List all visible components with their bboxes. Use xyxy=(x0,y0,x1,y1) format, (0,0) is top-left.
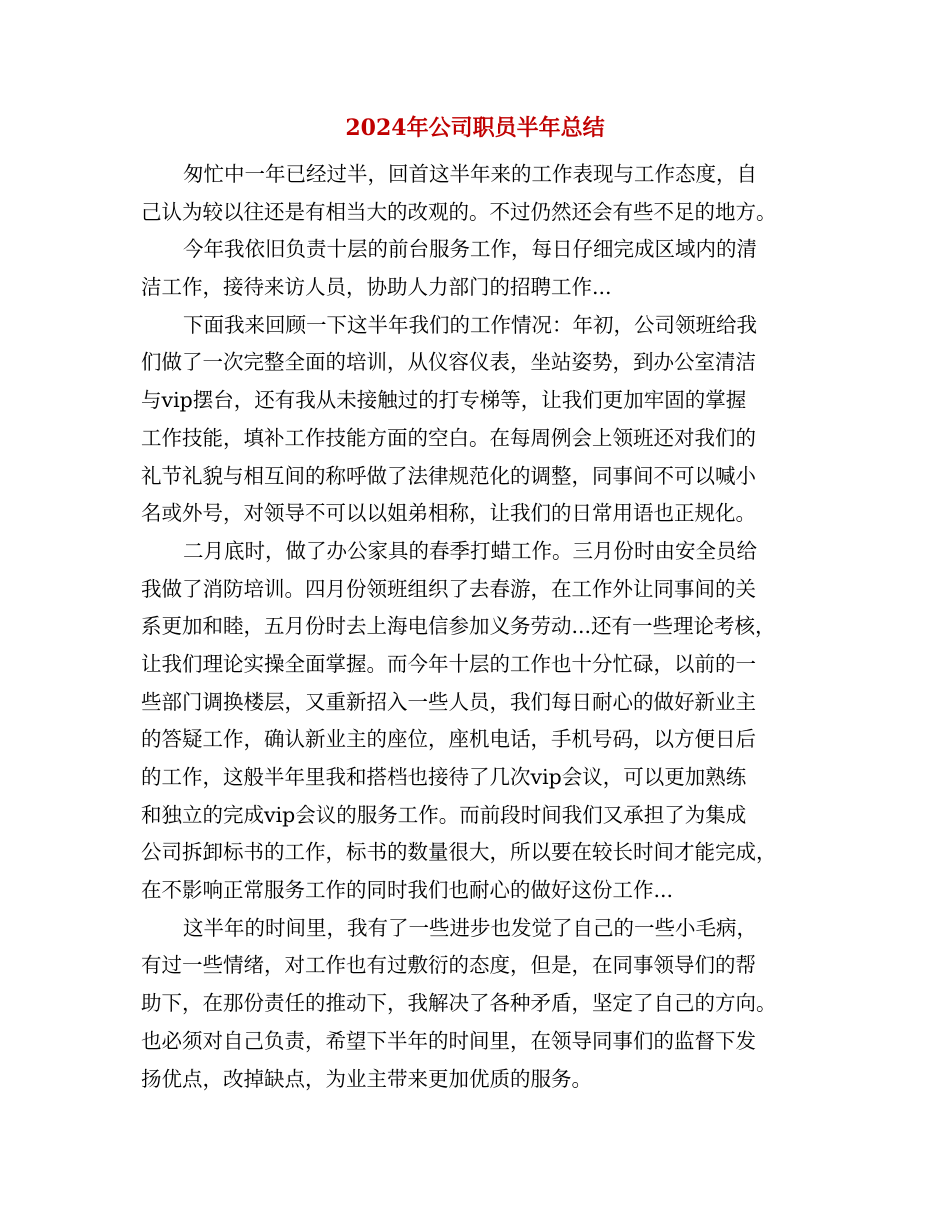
paragraph-4-line-4: 让我们理论实操全面掌握。而今年十层的工作也十分忙碌，以前的一 xyxy=(141,651,756,676)
paragraph-4-line-8: 和独立的完成vip会议的服务工作。而前段时间我们又承担了为集成 xyxy=(141,802,747,827)
paragraph-4-line-10: 在不影响正常服务工作的同时我们也耐心的做好这份工作... xyxy=(141,878,674,903)
paragraph-5-line-1: 这半年的时间里，我有了一些进步也发觉了自己的一些小毛病， xyxy=(183,915,757,940)
paragraph-3-line-1: 下面我来回顾一下这半年我们的工作情况：年初，公司领班给我 xyxy=(183,312,757,337)
paragraph-3-line-6: 名或外号，对领导不可以以姐弟相称，让我们的日常用语也正规化。 xyxy=(141,501,756,526)
paragraph-4-line-3: 系更加和睦，五月份时去上海电信参加义务劳动...还有一些理论考核， xyxy=(141,614,776,639)
paragraph-1-line-2: 己认为较以往还是有相当大的改观的。不过仍然还会有些不足的地方。 xyxy=(141,199,777,224)
paragraph-3-line-2: 们做了一次完整全面的培训，从仪容仪表，坐站姿势，到办公室清洁 xyxy=(141,350,756,375)
paragraph-3-line-5: 礼节礼貌与相互间的称呼做了法律规范化的调整，同事间不可以喊小 xyxy=(141,463,756,488)
paragraph-4-line-2: 我做了消防培训。四月份领班组织了去春游，在工作外让同事间的关 xyxy=(141,576,756,601)
paragraph-4-line-5: 些部门调换楼层，又重新招入一些人员，我们每日耐心的做好新业主 xyxy=(141,689,756,714)
paragraph-5-line-2: 有过一些情绪，对工作也有过敷衍的态度，但是，在同事领导们的帮 xyxy=(141,953,756,978)
paragraph-3-line-3: 与vip摆台，还有我从未接触过的打专梯等，让我们更加牢固的掌握 xyxy=(141,388,747,413)
document-body xyxy=(141,156,821,1098)
paragraph-4-line-6: 的答疑工作，确认新业主的座位，座机电话，手机号码，以方便日后 xyxy=(141,727,756,752)
paragraph-5-line-4: 也必须对自己负责，希望下半年的时间里，在领导同事们的监督下发 xyxy=(141,1028,756,1053)
paragraph-5-line-5: 扬优点，改掉缺点，为业主带来更加优质的服务。 xyxy=(141,1066,592,1091)
paragraph-3-line-4: 工作技能，填补工作技能方面的空白。在每周例会上领班还对我们的 xyxy=(141,425,756,450)
paragraph-2-line-2: 洁工作，接待来访人员，协助人力部门的招聘工作... xyxy=(141,275,612,300)
paragraph-1-line-1: 匆忙中一年已经过半，回首这半年来的工作表现与工作态度，自 xyxy=(183,162,757,186)
paragraph-4-line-9: 公司拆卸标书的工作，标书的数量很大，所以要在较长时间才能完成， xyxy=(141,840,777,865)
document-title: 2024年公司职员半年总结 xyxy=(345,115,605,141)
paragraph-2-line-1: 今年我依旧负责十层的前台服务工作，每日仔细完成区域内的清 xyxy=(183,237,757,262)
paragraph-4-line-1: 二月底时，做了办公家具的春季打蜡工作。三月份时由安全员给 xyxy=(183,538,757,563)
paragraph-5-line-3: 助下，在那份责任的推动下，我解决了各种矛盾，坚定了自己的方向。 xyxy=(141,991,777,1016)
paragraph-4-line-7: 的工作，这般半年里我和搭档也接待了几次vip会议，可以更加熟练 xyxy=(141,765,747,789)
